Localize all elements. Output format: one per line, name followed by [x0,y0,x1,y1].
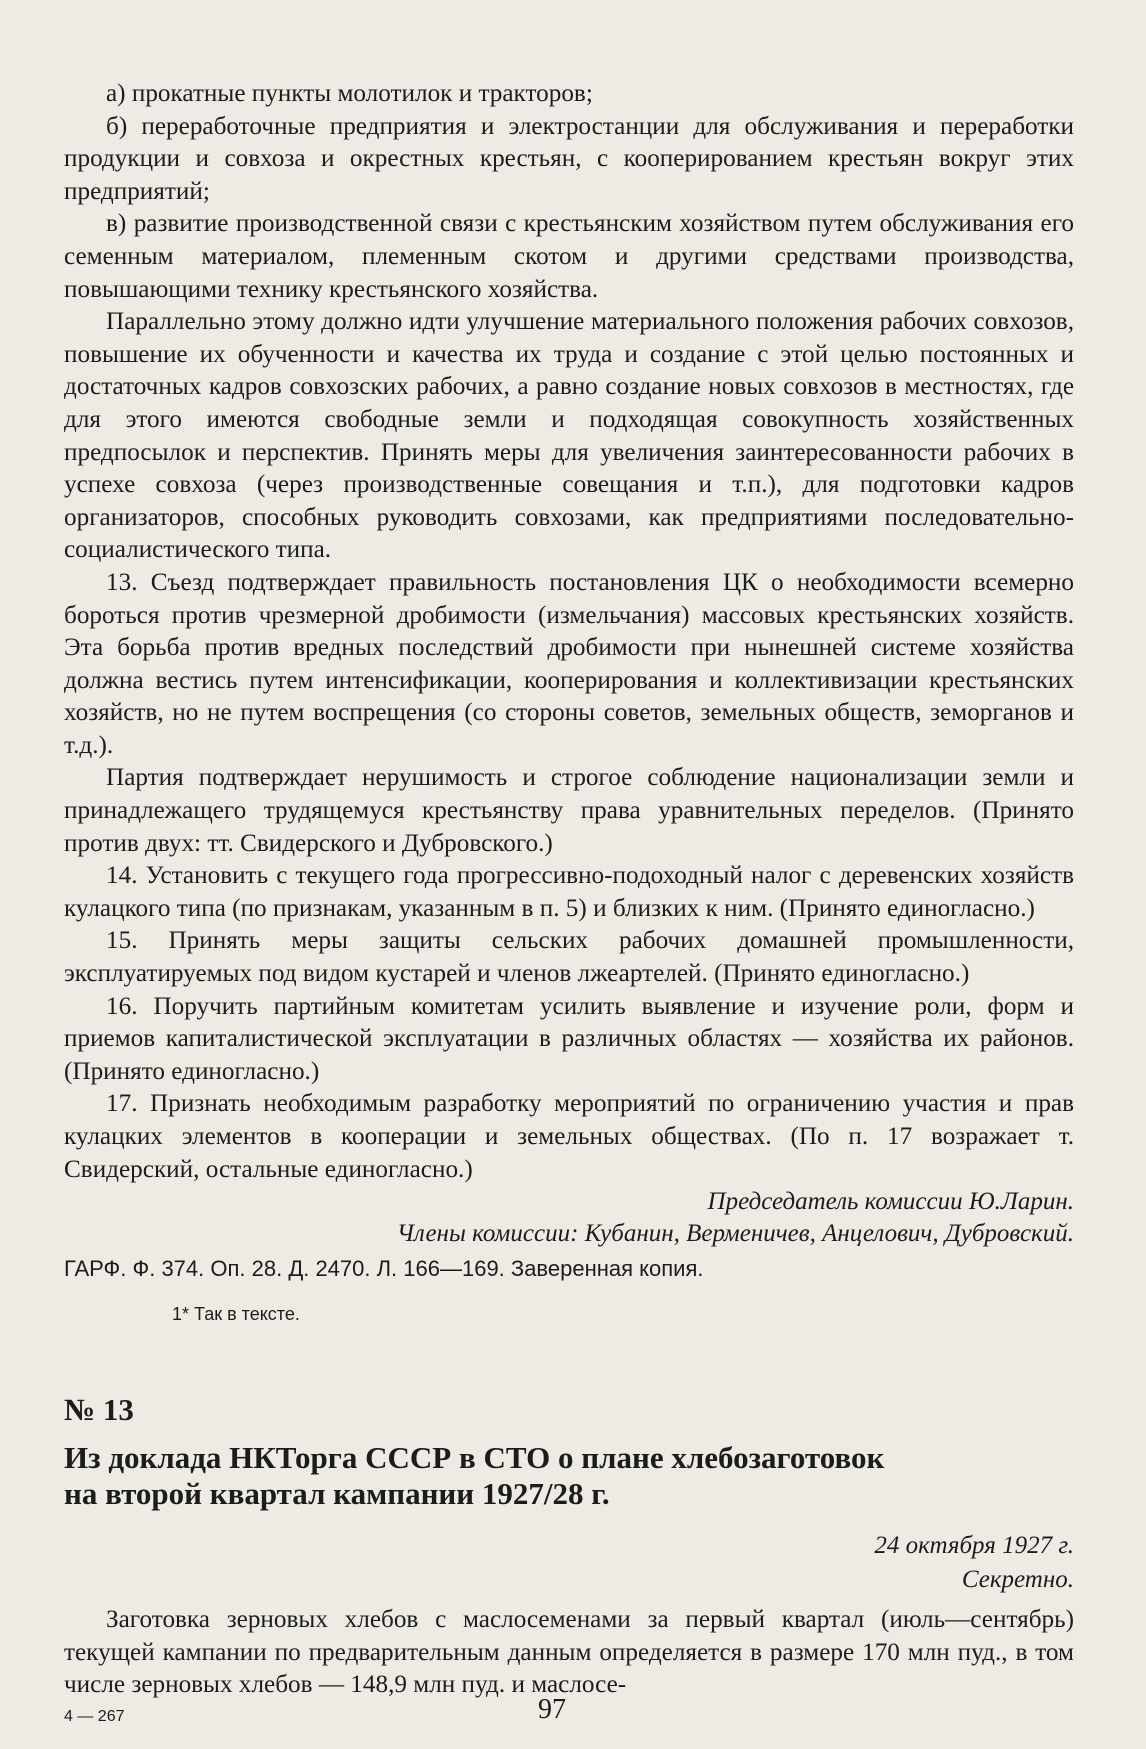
archive-reference: ГАРФ. Ф. 374. Оп. 28. Д. 2470. Л. 166—169. Заверенная копия. [64,1256,704,1281]
document-first-paragraph: Заготовка зерновых хлебов с маслосеменами за первый квартал (июль—сентябрь) текущей кампании по предварительным данным определяется в размере 170 млн пуд., в том числе зерновых хлебов — 148,9 млн пуд. и маслосе- [64,1606,1074,1699]
paragraph-16: 16. Поручить партийным комитетам усилить выявление и изучение роли, форм и приемов капиталистической эксплуатации в различных областях — хозяйства их районов. (Принято единогласно.) [64,992,1074,1085]
paragraph-parallel: Параллельно этому должно идти улучшение материального положения рабочих совхозов, повышение их обученности и качества их труда и создание с этой целью постоянных и достаточных кадров совхозских рабочих, а равно создание новых совхозов в местностях, где для этого имеются свободные земли и подходящая совокупность хозяйственных предпосылок и перспектив. Принять меры для увеличения заинтересованности рабочих в успехе совхоза (через производственные совещания и т.п.), для подготовки кадров организаторов, способных руководить совхозами, как предприятиями последовательно-социалистического типа. [64,308,1074,564]
chairman-signature: Председатель комиссии Ю.Ларин. [707,1188,1074,1215]
signature-code: 4 — 267 [64,1708,125,1725]
paragraph-party: Партия подтверждает нерушимость и строгое соблюдение национализации земли и принадлежащего трудящемуся крестьянству права уравнительных переделов. (Принято против двух: тт. Свидерского и Дубровского.) [64,764,1074,857]
page-number: 97 [538,1694,566,1725]
document-title-line2: на второй квартал кампании 1927/28 г. [64,1476,610,1511]
paragraph-14: 14. Установить с текущего года прогрессивно-подоходный налог с деревенских хозяйств кулацкого типа (по признакам, указанным в п. 5) и близких к ним. (Принято единогласно.) [64,862,1074,922]
paragraph-13: 13. Съезд подтверждает правильность постановления ЦК о необходимости всемерно бороться против чрезмерной дробимости (измельчания) массовых крестьянских хозяйств. Эта борьба против вредных последствий дробимости при нынешней системе хозяйства должна вестись путем интенсификации, кооперирования и коллективизации крестьянских хозяйств, но не путем воспрещения (со стороны советов, земельных обществ, земорганов и т.д.). [64,568,1074,759]
document-title-line1: Из доклада НКТорга СССР в СТО о плане хлебозаготовок [64,1440,885,1475]
footnote: 1* Так в тексте. [172,1304,300,1324]
members-signature: Члены комиссии: Кубанин, Верменичев, Анцелович, Дубровский. [396,1220,1074,1247]
document-date: 24 октября 1927 г. [874,1532,1074,1559]
document-body [64,1604,1074,1702]
document-title [64,1440,1064,1512]
paragraph-17: 17. Признать необходимым разработку мероприятий по ограничению участия и прав кулацких элементов в кооперации и земельных обществах. (По п. 17 возражает т. Свидерский, остальные единогласно.) [64,1090,1074,1183]
paragraph-v: в) развитие производственной связи с крестьянским хозяйством путем обслуживания его семенным материалом, племенным скотом и другими средствами производства, повышающими технику крестьянского хозяйства. [64,210,1074,303]
main-text [64,78,1074,1186]
paragraph-15: 15. Принять меры защиты сельских рабочих домашней промышленности, эксплуатируемых под видом кустарей и членов лжеартелей. (Принято единогласно.) [64,927,1074,988]
paragraph-b: б) переработочные предприятия и электростанции для обслуживания и переработки продукции и совхоза и окрестных крестьян, с кооперированием крестьян вокруг этих предприятий; [64,112,1074,205]
classification-mark: Секретно. [961,1566,1074,1593]
document-number: № 13 [64,1392,134,1427]
paragraph-a: а) прокатные пункты молотилок и тракторов; [106,80,593,107]
